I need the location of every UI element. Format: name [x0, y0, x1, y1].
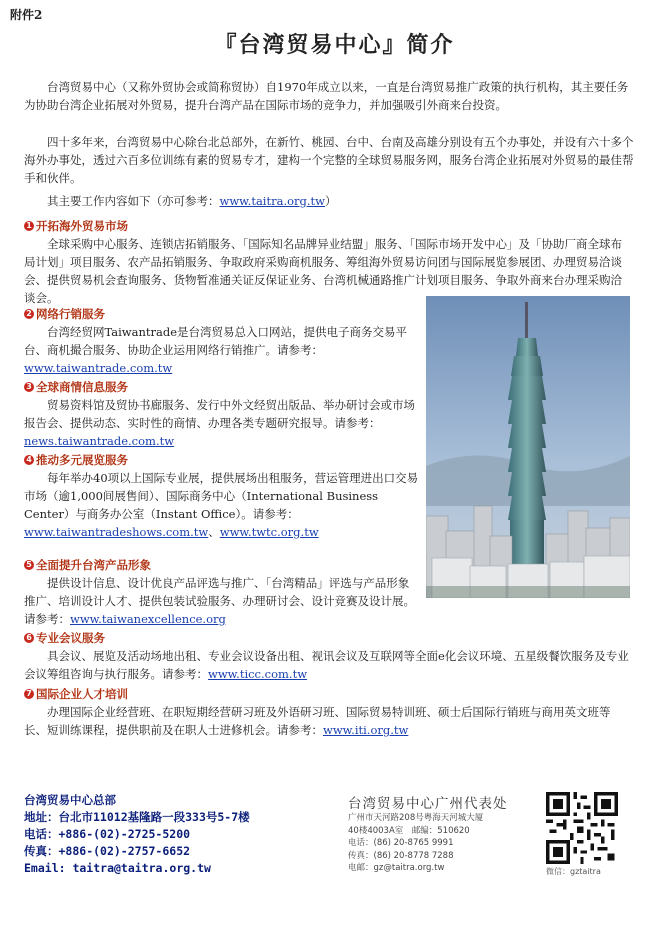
taiwantrade-link[interactable]: www.taiwantrade.com.tw: [24, 361, 173, 375]
section-7-text: 办理国际企业经营班、在职短期经营研习班及外语研习班、国际贸易特训班、硕士后国际行销班与商用英文班等长、短训练课程，提供职前及在职人士进修机会。请参考：: [24, 705, 611, 737]
section-title-text: 国际企业人才培训: [36, 687, 128, 701]
section-title-text: 全球商情信息服务: [36, 380, 128, 394]
section-3-title: [24, 379, 128, 395]
section-4-title: [24, 452, 128, 468]
hq-title: 台湾贸易中心总部: [24, 793, 116, 807]
section-2-title: [24, 306, 105, 322]
page-title: 『台湾贸易中心』简介: [214, 32, 455, 58]
guangzhou-address-1: 广州市天河路208号粤海天河城大厦: [348, 813, 484, 823]
section-number-badge: 4: [24, 455, 34, 465]
section-number-badge: 2: [24, 309, 34, 319]
guangzhou-email[interactable]: 电邮：gz@taitra.org.tw: [348, 863, 445, 873]
taiwantradeshows-link[interactable]: www.taiwantradeshows.com.tw: [24, 525, 209, 539]
iti-link[interactable]: www.iti.org.tw: [323, 723, 409, 737]
section-title-text: 全面提升台湾产品形象: [36, 558, 151, 572]
intro-paragraph-2: 四十多年来，台湾贸易中心除台北总部外，在新竹、桃园、台中、台南及高雄分别设有五个办事处，并设有六十多个海外办事处，透过六百多位训练有素的贸易专才，建构一个完整的全球贸易服务网，服务台湾企业拓展对外贸易的最佳帮手和伙伴。: [24, 135, 634, 185]
section-number-badge: 6: [24, 633, 34, 643]
section-title-text: 网络行销服务: [36, 307, 105, 321]
section-1-body: 全球采购中心服务、连锁店拓销服务、「国际知名品牌异业结盟」服务、「国际市场开发中心」及「协助厂商全球布局计划」项目服务、农产品拓销服务、争取政府采购商机服务、筹组海外贸易访问团与国际展览参展团、办理贸易洽谈会、提供贸易机会查询服务、货物暂准通关证反保证业务、台湾机械通路推广计划项目服务、争取外商来台办理采购洽谈会。: [24, 237, 622, 305]
section-2-body: [24, 323, 420, 377]
taipei-101-photo: [426, 296, 630, 598]
hq-email[interactable]: Email: taitra@taitra.org.tw: [24, 861, 211, 875]
section-7-body: [24, 703, 632, 739]
guangzhou-office-title: 台湾贸易中心广州代表处: [348, 796, 508, 812]
intro-paragraph-3: [24, 192, 639, 210]
wechat-qr-code[interactable]: [546, 792, 618, 864]
section-5-text: 提供设计信息、设计优良产品评选与推广、「台湾精品」评选与产品形象推广、培训设计人才、提供包装试验服务、办理研讨会、设计竞赛及设计展。请参考：: [24, 576, 415, 626]
section-title-text: 开拓海外贸易市场: [36, 219, 128, 233]
hq-fax: 传真：+886-(02)-2757-6652: [24, 844, 191, 858]
hq-phone: 电话：+886-(02)-2725-5200: [24, 827, 191, 841]
guangzhou-address-2: 40楼4003A室 邮编：510620: [348, 825, 470, 836]
intro-paragraph-3-suffix: ）: [325, 194, 337, 208]
intro-paragraph-3-text: 其主要工作内容如下（亦可参考：: [47, 194, 220, 208]
section-number-badge: 1: [24, 221, 34, 231]
section-3-text: 贸易资料馆及贸协书廊服务、发行中外文经贸出版品、举办研讨会或市场报告会、提供动态、实时性的商情、办理各类专题研究报导。请参考：: [24, 398, 415, 430]
wechat-label: 微信：gztaitra: [546, 867, 601, 876]
attachment-label: 附件2: [10, 8, 43, 22]
section-number-badge: 3: [24, 382, 34, 392]
section-number-badge: 7: [24, 689, 34, 699]
section-7-title: [24, 686, 128, 702]
link-separator: 、: [208, 525, 220, 539]
section-3-body: [24, 396, 420, 450]
section-6-title: [24, 630, 105, 646]
section-4-body: [24, 469, 420, 541]
section-title-text: 推动多元展览服务: [36, 453, 128, 467]
taitra-link[interactable]: www.taitra.org.tw: [219, 194, 326, 208]
section-6-body: [24, 647, 632, 683]
section-number-badge: 5: [24, 560, 34, 570]
intro-paragraph-1: 台湾贸易中心（又称外贸协会或简称贸协）自1970年成立以来，一直是台湾贸易推广政策的执行机构，其主要任务为协助台湾企业拓展对外贸易，提升台湾产品在国际市场的竞争力，并加强吸引外商来台投资。: [24, 80, 629, 112]
twtc-link[interactable]: www.twtc.org.tw: [219, 525, 319, 539]
ticc-link[interactable]: www.ticc.com.tw: [208, 667, 308, 681]
hq-contact-block: [24, 792, 250, 877]
section-5-body: [24, 574, 420, 628]
taiwanexcellence-link[interactable]: www.taiwanexcellence.org: [70, 612, 226, 626]
section-2-text: 台湾经贸网Taiwantrade是台湾贸易总入口网站，提供电子商务交易平台、商机撮合服务、协助企业运用网络行销推广。请参考：: [24, 325, 408, 357]
hq-address: 地址：台北市11012基隆路一段333号5-7楼: [24, 810, 250, 824]
section-6-text: 具会议、展览及活动场地出租、专业会议设备出租、视讯会议及互联网等全面e化会议环境、五星级餐饮服务及专业会议筹组咨询与执行服务。请参考：: [24, 649, 629, 681]
guangzhou-office-block: [348, 792, 548, 875]
news-taiwantrade-link[interactable]: news.taiwantrade.com.tw: [24, 434, 175, 448]
section-5-title: [24, 557, 151, 573]
section-1-title: [24, 218, 128, 234]
section-4-text: 每年举办40项以上国际专业展，提供展场出租服务，营运管理进出口交易市场（逾1,000间展售间）、国际商务中心（International Business Center）与商务办公室（Instant Office）。请参考：: [24, 471, 419, 521]
section-title-text: 专业会议服务: [36, 631, 105, 645]
guangzhou-fax: 传真：(86) 20-8778 7288: [348, 850, 454, 861]
guangzhou-phone: 电话：(86) 20-8765 9991: [348, 838, 454, 848]
